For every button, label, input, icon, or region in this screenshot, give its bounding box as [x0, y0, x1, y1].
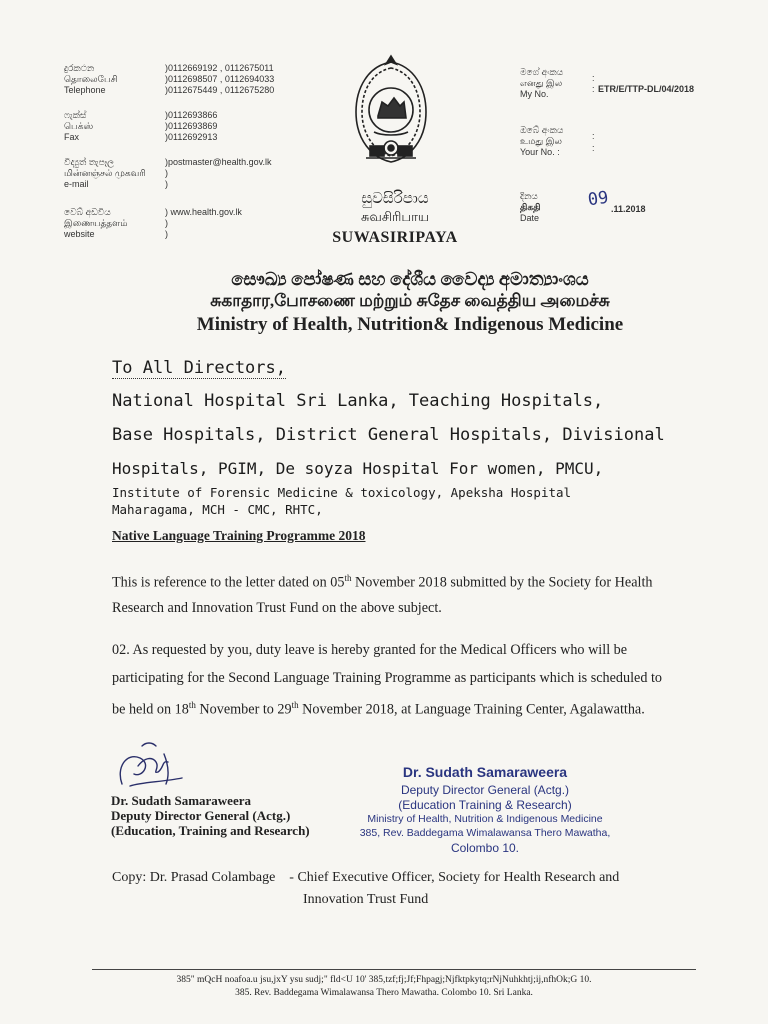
fax-value-3: )0112692913 [165, 132, 218, 142]
email-value-3: ) [165, 179, 168, 189]
my-no-label-en: My No. [520, 89, 549, 99]
my-no-value: ETR/E/TTP-DL/04/2018 [598, 84, 695, 94]
date-label-ta: திகதி [520, 202, 541, 212]
date-label-si: දිනය [520, 191, 538, 201]
paragraph-2-text-c1: be held on 18 [112, 701, 189, 718]
ministry-name-si: සෞඛ්‍ය පෝෂණ සහ දේශීය වෛද්‍ය අමාත්‍යාංශය [231, 269, 589, 289]
suwasiripaya-ta: சுவசிரிபாய [360, 209, 430, 224]
fax-label-si: ෆැක්ස් [64, 110, 87, 120]
paragraph-1-text-b: November 2018 submitted by the Society for Health [351, 574, 653, 591]
paragraph-2-line-2: participating for the Second Language Training Programme as participants which is scheduled to [112, 669, 663, 686]
ministry-name-ta: சுகாதார,போசணை மற்றும் சுதேச வைத்திய அமைச்சு [210, 291, 610, 310]
my-no-colon: : [592, 73, 595, 83]
fax-label-ta: பெக்ஸ் [64, 121, 94, 131]
signatory-block [111, 793, 310, 838]
paragraph-2-text-c2: November to 29 [195, 701, 292, 718]
addressee-line-1 [112, 358, 286, 378]
footer-divider [92, 969, 696, 970]
email-value-1: )postmaster@health.gov.lk [165, 157, 272, 167]
website-label-si: වෙබ් අඩවිය [64, 207, 111, 217]
addressee-line-2: National Hospital Sri Lanka, Teaching Hospitals, [112, 391, 604, 411]
paragraph-2-text-c3: November 2018, at Language Training Center, Agalawattha. [298, 701, 645, 718]
your-no-label-en: Your No. : [520, 147, 560, 157]
website-label-en: website [64, 229, 95, 239]
signatory-department: (Education, Training and Research) [111, 823, 310, 838]
email-label-en: e-mail [64, 179, 89, 189]
paragraph-2 [112, 637, 712, 724]
handwritten-signature [112, 738, 202, 800]
fax-value-1: )0112693866 [165, 110, 218, 120]
stamp-ministry: Ministry of Health, Nutrition & Indigenous Medicine [367, 813, 603, 825]
telephone-label-en: Telephone [64, 85, 106, 95]
fax-value-2: )0112693869 [165, 121, 218, 131]
addressee-line-6: Maharagama, MCH - CMC, RHTC, [112, 502, 323, 517]
signatory-name: Dr. Sudath Samaraweera [111, 793, 251, 808]
date-value: .11.2018 [611, 204, 646, 214]
footer-line-2: 385. Rev. Baddegama Wimalawansa Thero Mawatha. Colombo 10. Sri Lanka. [235, 988, 533, 998]
subject-heading: Native Language Training Programme 2018 [112, 528, 366, 543]
stamp-address-2: Colombo 10. [450, 841, 520, 855]
your-no-label-si: ඔබේ අංකය [520, 125, 564, 135]
paragraph-2-line-3 [112, 692, 712, 724]
signatory-title: Deputy Director General (Actg.) [111, 808, 291, 823]
footer-line-1: 385" mQcH noafoa.u jsu,jxY ysu sudj;" fld<U 10' 385,tzf;fj;Jf;Fhpagj;Njfktpkytq;rNjNuhkhtj;ij,nfhOk;G 10. [176, 975, 592, 985]
addressee-line-1-text: To All Directors, [112, 358, 286, 378]
email-label-si: විද්‍යුත් තැපෑල [64, 157, 115, 167]
paragraph-1-text-a: This is reference to the letter dated on 05 [112, 574, 345, 591]
your-no-label-ta: உமது இல [520, 136, 562, 146]
telephone-value-3: )0112675449 , 0112675280 [165, 85, 275, 95]
paragraph-1-sup: th [344, 573, 352, 583]
paragraph-1-line-1 [112, 566, 712, 596]
stamp-department: (Education Training & Research) [398, 798, 572, 812]
telephone-label-si: දුරකථන [64, 63, 95, 73]
telephone-value-2: )0112698507 , 0112694033 [165, 74, 275, 84]
website-value-1: ) www.health.gov.lk [165, 207, 242, 217]
paragraph-1 [112, 566, 712, 621]
fax-label-en: Fax [64, 132, 80, 142]
stamp-title: Deputy Director General (Actg.) [400, 783, 570, 797]
my-no-colon-2: : [592, 84, 595, 94]
paragraph-2-line-1: 02. As requested by you, duty leave is hereby granted for the Medical Officers who will be [112, 642, 628, 658]
stamp-name: Dr. Sudath Samaraweera [402, 764, 568, 780]
suwasiripaya-si: සුවසිරිපාය [361, 191, 429, 207]
telephone-value-1: )0112669192 , 0112675011 [165, 63, 274, 73]
website-value-2: ) [165, 218, 168, 228]
telephone-label-ta: தொலைபேசி [64, 74, 118, 84]
copy-line-2: Innovation Trust Fund [303, 892, 429, 907]
sri-lanka-emblem-icon [348, 50, 434, 180]
stamp-address-1: 385, Rev. Baddegama Wimalawansa Thero Mawatha, [359, 827, 611, 839]
date-label-en: Date [520, 213, 540, 223]
your-no-colon-2: : [592, 143, 595, 153]
your-no-colon: : [592, 131, 595, 141]
my-no-label-ta: எனது இல [520, 78, 563, 88]
email-label-ta: மின்னஞ்சல் முகவரி [64, 168, 146, 178]
copy-line-1: Copy: Dr. Prasad Colambage - Chief Executive Officer, Society for Health Research and [112, 870, 620, 885]
paragraph-2-sup-1: th [188, 700, 196, 710]
my-no-label-si: මගේ අංකය [520, 67, 564, 77]
email-value-2: ) [165, 168, 168, 178]
website-label-ta: இணையத்தளம் [64, 218, 128, 228]
paragraph-1-line-2: Research and Innovation Trust Fund on the above subject. [112, 599, 442, 616]
addressee-line-3: Base Hospitals, District General Hospitals, Divisional [112, 425, 665, 445]
addressee-line-4: Hospitals, PGIM, De soyza Hospital For women, PMCU, [112, 459, 604, 478]
suwasiripaya-en: SUWASIRIPAYA [332, 229, 458, 246]
ministry-name-en: Ministry of Health, Nutrition& Indigenous Medicine [196, 314, 624, 335]
paragraph-2-sup-2: th [291, 700, 299, 710]
date-handwritten-day: 09 [586, 187, 610, 211]
addressee-line-5: Institute of Forensic Medicine & toxicology, Apeksha Hospital [112, 485, 572, 500]
website-value-3: ) [165, 229, 168, 239]
